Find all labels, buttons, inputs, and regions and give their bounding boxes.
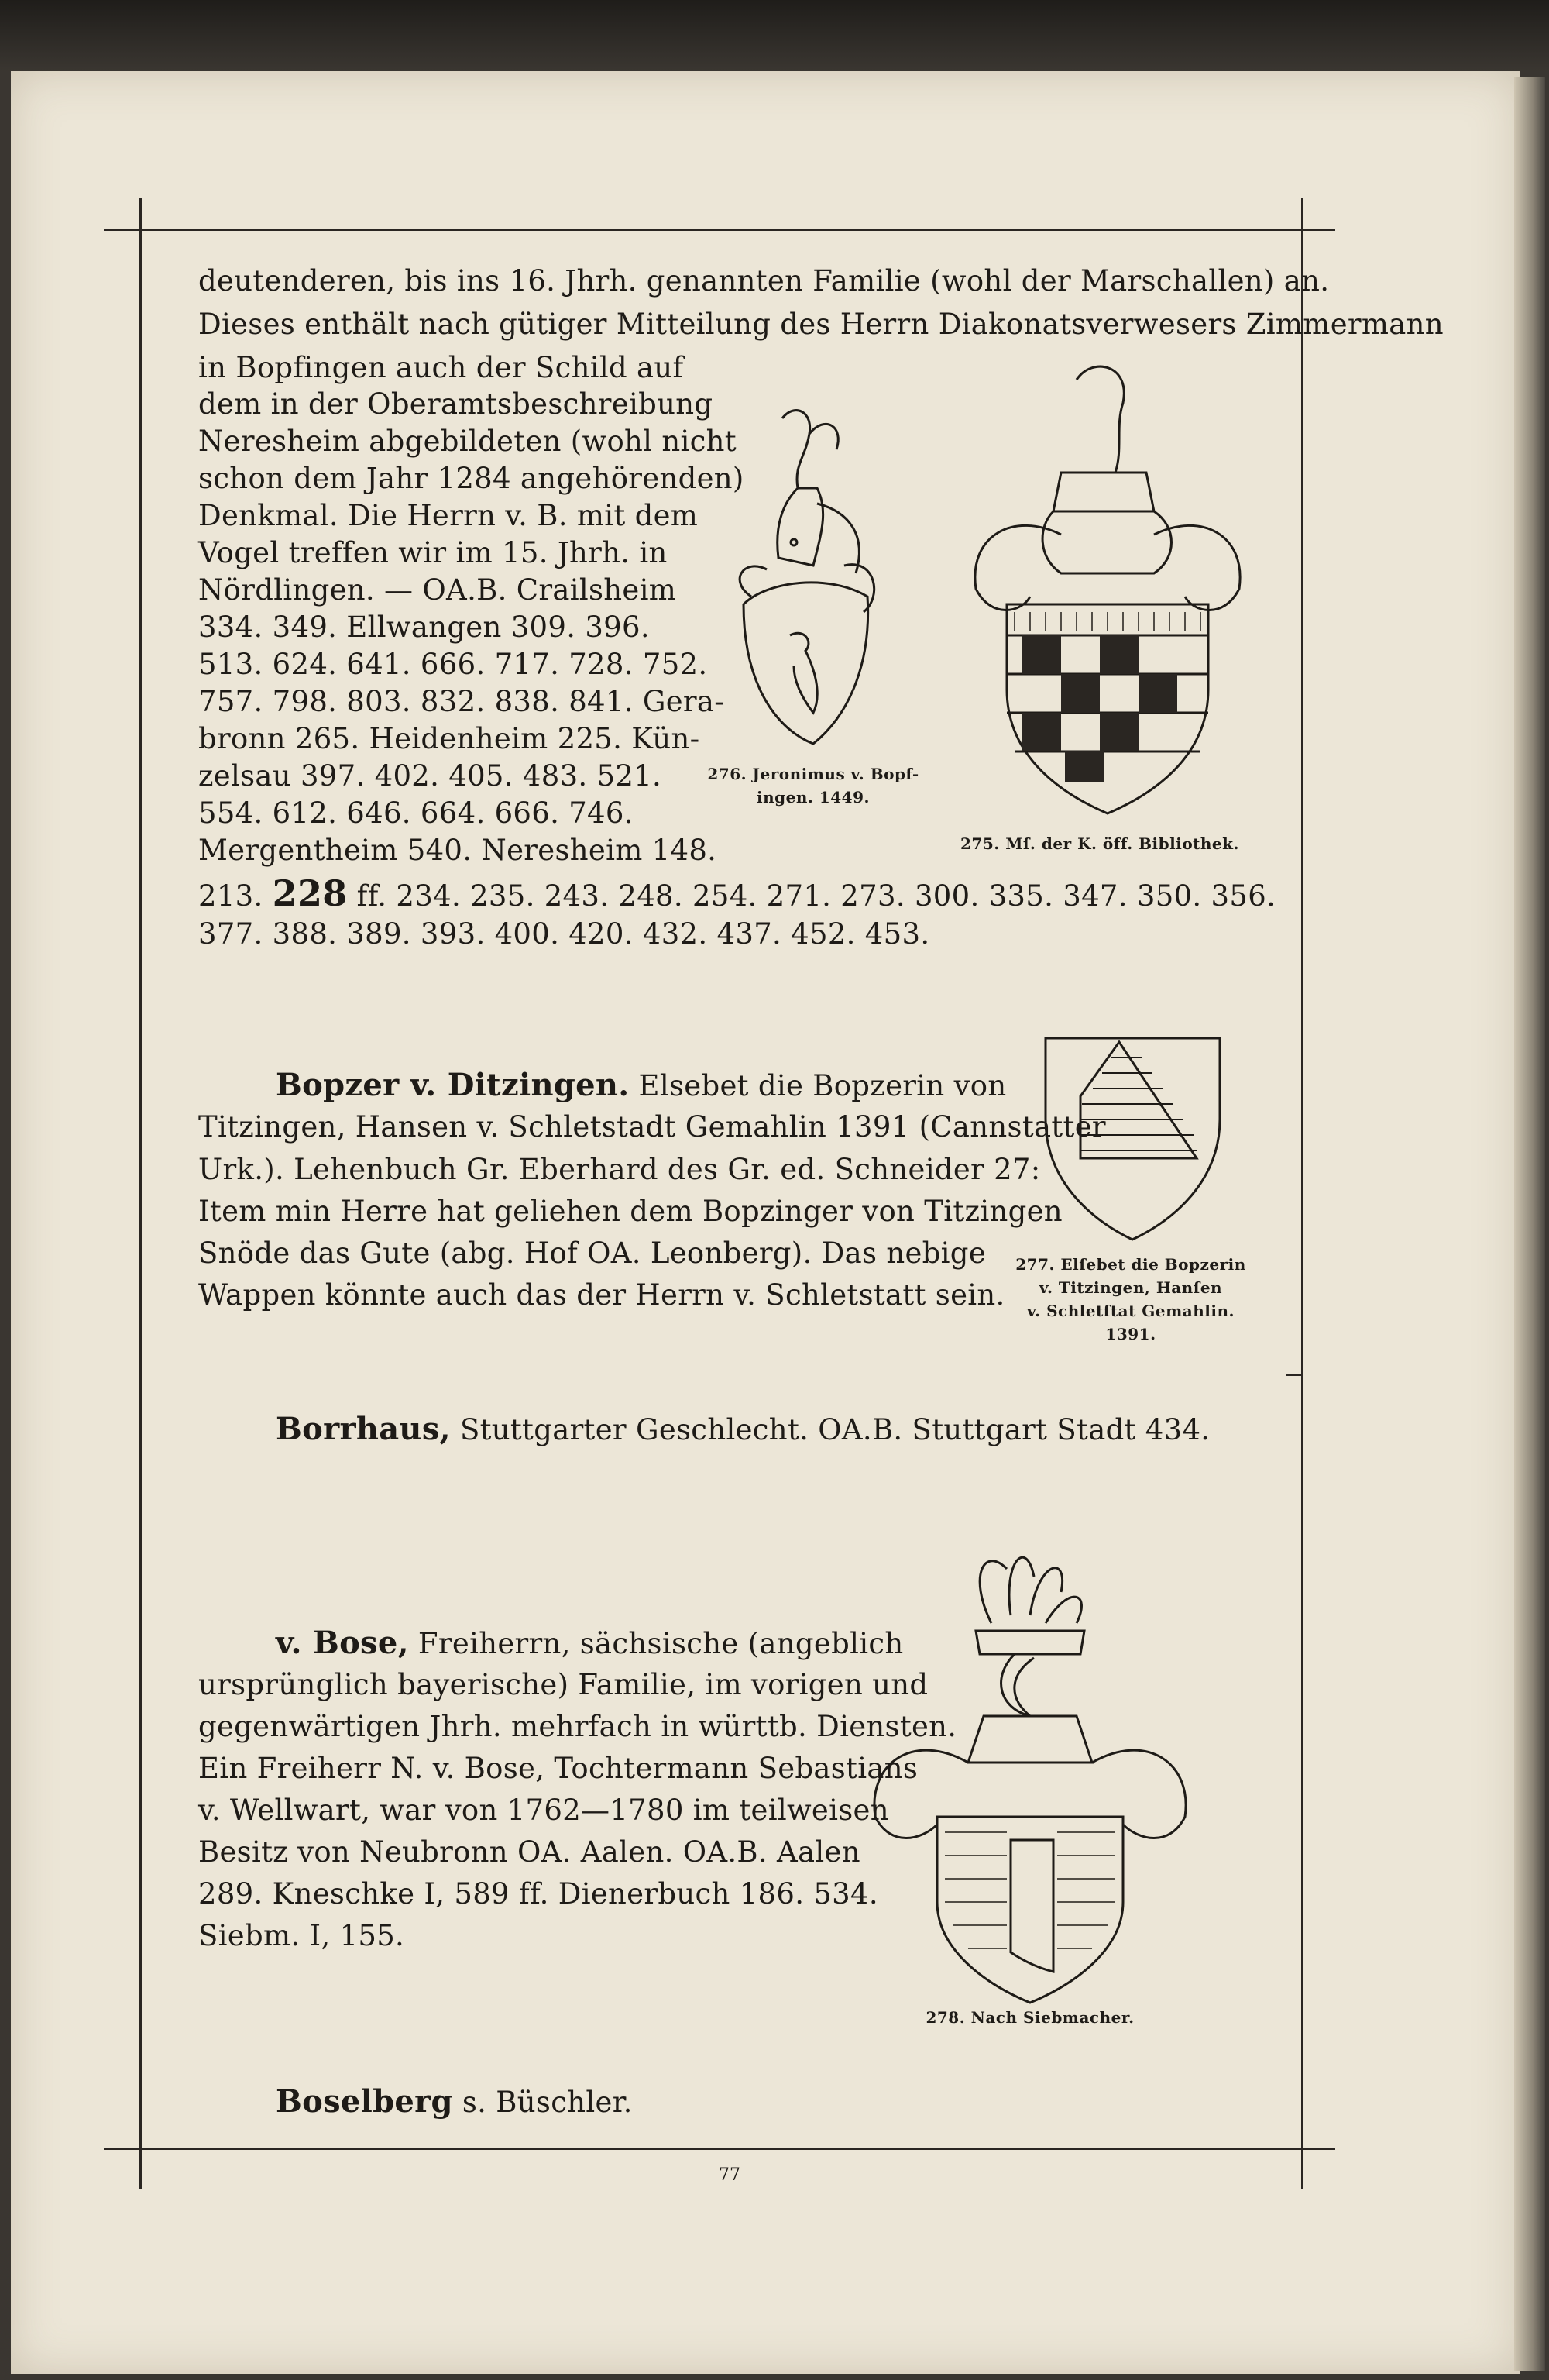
entry-heading-borrhaus: Borrhaus, <box>276 1411 451 1447</box>
coat-of-arms-275 <box>960 356 1255 821</box>
text-line: 289. Kneschke I, 589 ff. Dienerbuch 186. 534. <box>198 1877 878 1911</box>
caption-277-line2: v. Titzingen, Hanſen <box>1039 1278 1223 1297</box>
caption-277-line1: 277. Elſebet die Bopzerin <box>1015 1255 1246 1274</box>
entry-line <box>276 1408 1210 1452</box>
frame-right-rule <box>1301 198 1303 2189</box>
text-span: 213. <box>198 879 263 913</box>
text-line: Wappen könnte auch das der Herrn v. Schletstatt sein. <box>198 1278 1005 1312</box>
text-span: Elsebet die Bopzerin von <box>638 1069 1007 1102</box>
text-line: Snöde das Gute (abg. Hof OA. Leonberg). Das nebige <box>198 1236 986 1270</box>
text-line: in Bopfingen auch der Schild auf <box>198 351 684 384</box>
text-line: zelsau 397. 402. 405. 483. 521. <box>198 759 662 793</box>
caption-275: 275. Mſ. der K. öff. Bibliothek. <box>960 834 1239 853</box>
text-line: bronn 265. Heidenheim 225. Kün- <box>198 722 700 755</box>
text-span: s. Büschler. <box>462 2086 633 2119</box>
text-line: Dieses enthält nach gütiger Mitteilung des Herrn Diakonatsverwesers Zimmermann <box>198 308 1444 341</box>
text-line: Siebm. I, 155. <box>198 1919 405 1952</box>
coat-of-arms-278 <box>860 1530 1200 2010</box>
text-line: deutenderen, bis ins 16. Jhrh. genannten Familie (wohl der Marschallen) an. <box>198 264 1330 298</box>
text-span: Freiherrn, sächsische (angeblich <box>417 1627 904 1660</box>
page-edge <box>1514 77 1545 2371</box>
frame-bottom-rule <box>104 2148 1335 2150</box>
text-line: Urk.). Lehenbuch Gr. Eberhard des Gr. ed. Schneider 27: <box>198 1153 1041 1186</box>
text-line: 513. 624. 641. 666. 717. 728. 752. <box>198 648 708 681</box>
text-line: Neresheim abgebildeten (wohl nicht <box>198 425 737 458</box>
caption-277-line3: v. Schletſtat Gemahlin. <box>1027 1302 1235 1320</box>
text-line: 554. 612. 646. 664. 666. 746. <box>198 796 634 830</box>
text-span: ff. 234. 235. 243. 248. 254. 271. 273. 300. 335. 347. 350. 356. <box>356 879 1276 913</box>
entry-line <box>276 1622 904 1666</box>
text-line: 757. 798. 803. 832. 838. 841. Gera- <box>198 685 725 718</box>
text-line: 334. 349. Ellwangen 309. 396. <box>198 610 650 644</box>
text-line: Nördlingen. — OA.B. Crailsheim <box>198 573 677 607</box>
bold-page-number: 228 <box>272 872 348 914</box>
text-line: gegenwärtigen Jhrh. mehrfach in württb. Diensten. <box>198 1710 957 1743</box>
caption-277-line4: 1391. <box>1105 1325 1156 1343</box>
text-line: Besitz von Neubronn OA. Aalen. OA.B. Aalen <box>198 1835 860 1869</box>
scan-top-edge <box>0 0 1549 71</box>
text-line: ursprünglich bayerische) Familie, im vorigen und <box>198 1668 929 1701</box>
text-line: Vogel treffen wir im 15. Jhrh. in <box>198 536 668 569</box>
frame-top-rule <box>104 229 1335 231</box>
text-span: Stuttgarter Geschlecht. OA.B. Stuttgart Stadt 434. <box>459 1413 1211 1446</box>
text-line: Denkmal. Die Herrn v. B. mit dem <box>198 499 699 532</box>
text-line: v. Wellwart, war von 1762—1780 im teilweisen <box>198 1794 889 1827</box>
text-line: Titzingen, Hansen v. Schletstadt Gemahlin 1391 (Cannstatter <box>198 1110 1106 1144</box>
caption-276-line2: ingen. 1449. <box>757 788 870 807</box>
entry-line <box>276 1064 1007 1108</box>
page-number: 77 <box>719 2165 740 2185</box>
entry-line <box>276 2080 633 2124</box>
entry-heading-bopzer: Bopzer v. Ditzingen. <box>276 1067 630 1103</box>
coat-of-arms-276 <box>720 403 914 759</box>
section-divider-1 <box>1286 1374 1303 1376</box>
text-line: schon dem Jahr 1284 angehörenden) <box>198 462 744 495</box>
text-line: dem in der Oberamtsbeschreibung <box>198 387 713 421</box>
caption-278: 278. Nach Siebmacher. <box>926 2008 1135 2027</box>
entry-heading-bose: v. Bose, <box>276 1625 409 1661</box>
text-line: Item min Herre hat geliehen dem Bopzinger von Titzingen <box>198 1195 1063 1228</box>
text-line: Mergentheim 540. Neresheim 148. <box>198 834 717 867</box>
coat-of-arms-277 <box>1042 1034 1224 1243</box>
text-line: Ein Freiherr N. v. Bose, Tochtermann Sebastians <box>198 1752 919 1785</box>
caption-276-line1: 276. Jeronimus v. Bopf- <box>707 765 919 783</box>
text-line-with-bold <box>198 872 1276 918</box>
text-line: 377. 388. 389. 393. 400. 420. 432. 437. 452. 453. <box>198 917 930 951</box>
frame-left-rule <box>139 198 142 2189</box>
entry-heading-boselberg: Boselberg <box>276 2083 453 2120</box>
